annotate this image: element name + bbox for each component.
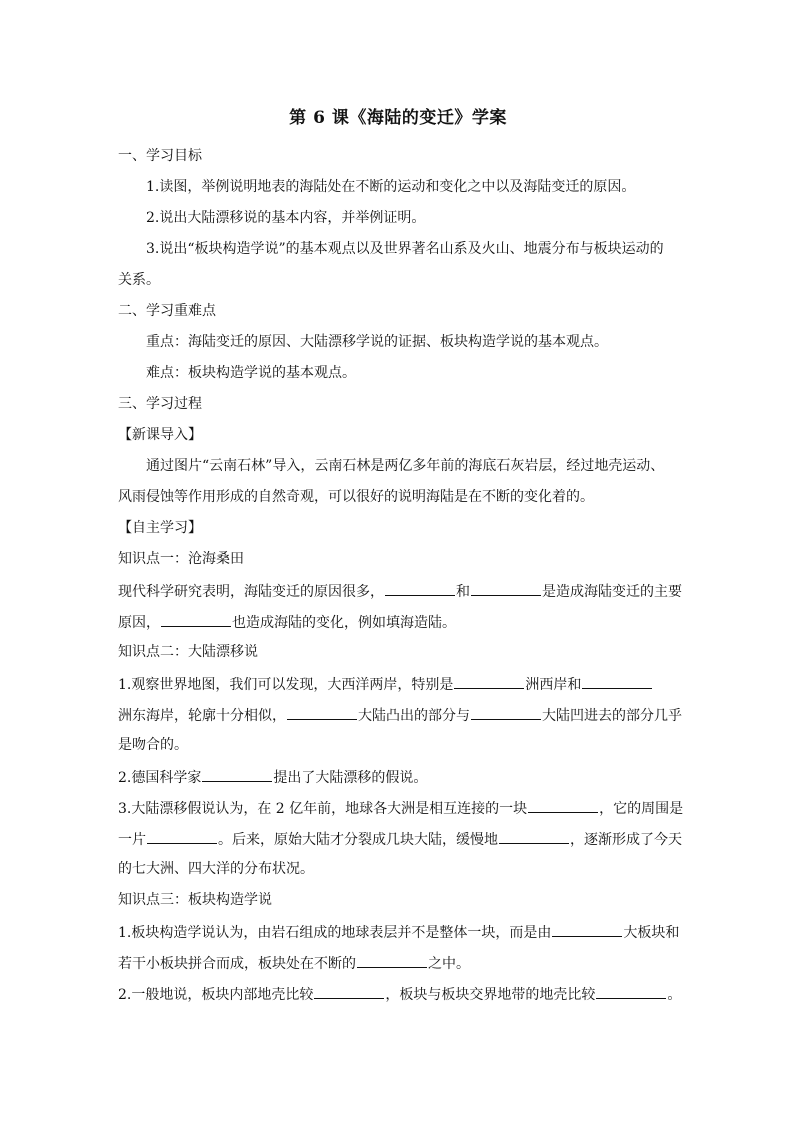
text: 也造成海陆的变化，例如填海造陆。 <box>232 615 456 631</box>
knowledge-2-line-2 <box>118 705 682 725</box>
fill-blank[interactable] <box>471 705 541 720</box>
section-heading-key-points: 二、学习重难点 <box>118 303 216 319</box>
knowledge-2-heading: 知识点二：大陆漂移说 <box>118 644 258 660</box>
fill-blank[interactable] <box>147 829 217 844</box>
knowledge-1-line-2 <box>118 612 456 632</box>
key-point: 重点：海陆变迁的原因、大陆漂移学说的证据、板块构造学说的基本观点。 <box>146 334 608 350</box>
intro-line-1: 通过图片“云南石林”导入，云南石林是两亿多年前的海底石灰岩层，经过地壳运动、 <box>146 458 665 474</box>
knowledge-3-line-2 <box>118 953 470 973</box>
intro-line-2: 风雨侵蚀等作用形成的自然奇观，可以很好的说明海陆是在不断的变化着的。 <box>118 489 594 505</box>
text: 原因， <box>118 615 160 631</box>
goal-3-line-2: 关系。 <box>118 272 160 288</box>
document-title: 第 6 课《海陆的变迁》学案 <box>289 108 507 128</box>
fill-blank[interactable] <box>471 581 541 596</box>
goal-2: 2.说出大陆漂移说的基本内容，并举例证明。 <box>146 210 426 226</box>
text: 1.板块构造学说认为，由岩石组成的地球表层并不是整体一块，而是由 <box>118 925 552 941</box>
text: 大陆凸出的部分与 <box>358 708 470 724</box>
knowledge-1-line-1 <box>118 581 682 601</box>
knowledge-3-line-1 <box>118 922 679 942</box>
knowledge-1-heading: 知识点一：沧海桑田 <box>118 551 244 567</box>
goal-3-line-1: 3.说出“板块构造学说”的基本观点以及世界著名山系及火山、地震分布与板块运动的 <box>146 241 664 257</box>
knowledge-2-line-1 <box>118 674 653 694</box>
knowledge-3-heading: 知识点三：板块构造学说 <box>118 892 272 908</box>
text: ，板块与板块交界地带的地壳比较 <box>385 987 596 1003</box>
text: 大板块和 <box>623 925 680 941</box>
fill-blank[interactable] <box>357 953 427 968</box>
fill-blank[interactable] <box>596 984 666 999</box>
goal-1: 1.读图，举例说明地表的海陆处在不断的运动和变化之中以及海陆变迁的原因。 <box>146 179 636 195</box>
text: ，逐渐形成了今天 <box>570 832 682 848</box>
text: 提出了大陆漂移的假说。 <box>273 770 428 786</box>
knowledge-2-line-4 <box>118 767 427 787</box>
text: 若干小板块拼合而成，板块处在不断的 <box>118 956 356 972</box>
text: 洲东海岸，轮廓十分相似， <box>118 708 286 724</box>
fill-blank[interactable] <box>499 829 569 844</box>
section-heading-goals: 一、学习目标 <box>118 148 202 164</box>
text: 和 <box>456 584 470 600</box>
fill-blank[interactable] <box>454 674 524 689</box>
fill-blank[interactable] <box>161 612 231 627</box>
knowledge-2-line-3: 是吻合的。 <box>118 737 188 753</box>
fill-blank[interactable] <box>202 767 272 782</box>
text: 2.德国科学家 <box>118 770 202 786</box>
intro-heading: 【新课导入】 <box>118 427 202 443</box>
text: 。后来，原始大陆才分裂成几块大陆，缓慢地 <box>218 832 498 848</box>
text: 2.一般地说，板块内部地壳比较 <box>118 987 314 1003</box>
text: 是造成海陆变迁的主要 <box>542 584 682 600</box>
knowledge-3-line-3 <box>118 984 681 1004</box>
knowledge-2-line-6 <box>118 829 682 849</box>
text: 大陆凹进去的部分几乎 <box>542 708 682 724</box>
self-study-heading: 【自主学习】 <box>118 520 202 536</box>
text: 一片 <box>118 832 146 848</box>
fill-blank[interactable] <box>314 984 384 999</box>
text: 现代科学研究表明，海陆变迁的原因很多， <box>118 584 384 600</box>
section-heading-process: 三、学习过程 <box>118 396 202 412</box>
fill-blank[interactable] <box>552 922 622 937</box>
fill-blank[interactable] <box>385 581 455 596</box>
fill-blank[interactable] <box>528 798 598 813</box>
text: ，它的周围是 <box>599 801 684 817</box>
knowledge-2-line-7: 的七大洲、四大洋的分布状况。 <box>118 861 314 877</box>
fill-blank[interactable] <box>582 674 652 689</box>
text: 。 <box>667 987 682 1003</box>
knowledge-2-line-5 <box>118 798 683 818</box>
text: 3.大陆漂移假说认为，在 2 亿年前，地球各大洲是相互连接的一块 <box>118 801 528 817</box>
difficult-point: 难点：板块构造学说的基本观点。 <box>146 365 356 381</box>
text: 1.观察世界地图，我们可以发现，大西洋两岸，特别是 <box>118 677 454 693</box>
text: 之中。 <box>428 956 470 972</box>
fill-blank[interactable] <box>287 705 357 720</box>
text: 洲西岸和 <box>525 677 582 693</box>
